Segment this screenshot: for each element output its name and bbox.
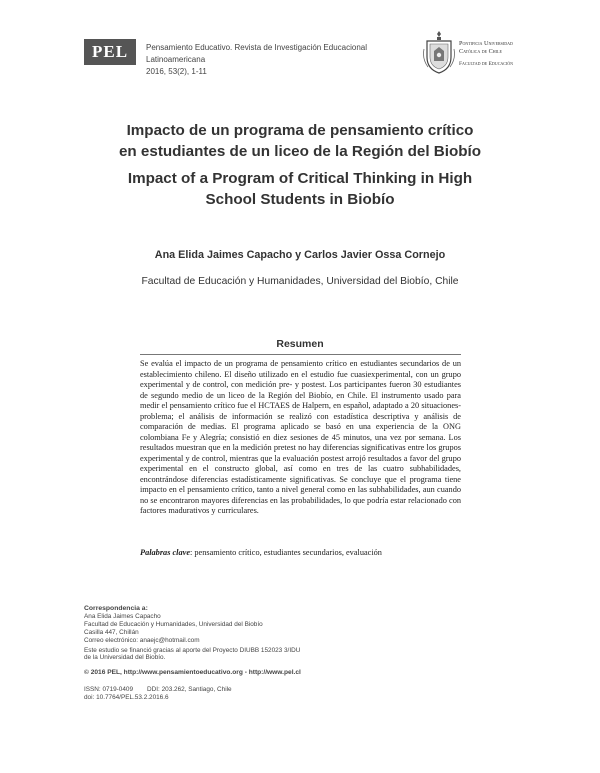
title-english-line2: School Students in Biobío <box>205 191 395 208</box>
identifiers <box>84 686 414 694</box>
keywords-list: : pensamiento crítico, estudiantes secundarios, evaluación <box>190 548 382 557</box>
keywords-label: Palabras clave <box>140 548 191 557</box>
correspondence-address: Casilla 447, Chillán <box>84 628 139 636</box>
journal-citation <box>146 42 411 78</box>
doi: doi: 10.7764/PEL.53.2.2016.6 <box>84 694 169 702</box>
title-english <box>90 168 510 210</box>
authors: Ana Elida Jaimes Capacho y Carlos Javier Ossa Cornejo <box>154 249 446 261</box>
abstract-divider <box>140 354 461 355</box>
pel-logo: PEL <box>84 39 136 65</box>
title-spanish-line1: Impacto de un programa de pensamiento crítico <box>126 122 474 139</box>
university-crest-icon <box>422 29 456 75</box>
funding-line1: Este estudio se financió gracias al aporte del Proyecto DIUBB 152023 3/IDU <box>84 646 301 654</box>
funding-note <box>84 647 414 663</box>
journal-name: Pensamiento Educativo. Revista de Investigación Educacional Latinoamericana <box>146 43 368 64</box>
affiliation: Facultad de Educación y Humanidades, Universidad del Biobío, Chile <box>141 276 459 287</box>
correspondence-name: Ana Elida Jaimes Capacho <box>84 612 161 620</box>
funding-line2: de la Universidad del Biobío. <box>84 654 166 662</box>
journal-issue: 2016, 53(2), 1-11 <box>146 67 207 76</box>
title-spanish <box>90 120 510 162</box>
correspondence-department: Facultad de Educación y Humanidades, Universidad del Biobío <box>84 620 263 628</box>
abstract-text: Se evalúa el impacto de un programa de pensamiento crítico en estudiantes secundarios de un establecimiento chileno. El diseño utilizado en el estudio fue cuasiexperimental, con un grupo experimental y de control, con medición pre- y postest. Los participantes fueron 30 estudiantes de segundo medio de un liceo de la Región del Biobío, en Chile. El instrumento usado para medir el pensamiento crítico fue el HCTAES de Halpern, en español, adaptado a 20 situaciones-problema; el análisis de información se realizó con estadística descriptiva y análisis de comparación de medias. El programa aplicado se basó en una experiencia de la ONG colombiana Fe y Alegría; consistió en diez sesiones de 45 minutos, una vez por semana. Los resultados muestran que en la medición pretest no hay diferencias significativas entre los grupos experimental y de control, mientras que la evaluación postest arrojó resultados a favor del grupo experimental en el constructo global, así como en tres de las cuatro subhabilidades, encontrándose diferencias estadísticamente significativas. Se concluye que el programa tiene impacto en el pensamiento crítico, tanto a nivel general como en las subhabilidades, aun cuando no se encontraron mayores diferencias en las probabilidades, lo que podría estar relacionado con factores madurativos y curriculares. <box>140 359 461 515</box>
title-spanish-line2: en estudiantes de un liceo de la Región del Biobío <box>118 143 482 160</box>
ddi: DDI: 203.262, Santiago, Chile <box>147 686 232 694</box>
faculty-name: Facultad de Educación <box>459 61 514 67</box>
university-line1: Pontificia Universidad <box>459 40 513 47</box>
keywords <box>140 548 461 559</box>
abstract-heading: Resumen <box>276 338 324 350</box>
university-name <box>459 40 569 69</box>
correspondence-footer <box>84 605 414 702</box>
copyright: © 2016 PEL, http://www.pensamientoeducativo.org - http://www.pel.cl <box>84 669 301 677</box>
correspondence-email: Correo electrónico: anaejc@hotmail.com <box>84 636 200 644</box>
title-english-line1: Impact of a Program of Critical Thinking in High <box>127 170 473 187</box>
correspondence-heading: Correspondencia a: <box>84 605 148 612</box>
page-header <box>0 33 600 83</box>
university-line2: Católica de Chile <box>459 47 502 55</box>
issn: ISSN: 0719-0409 <box>84 686 134 694</box>
